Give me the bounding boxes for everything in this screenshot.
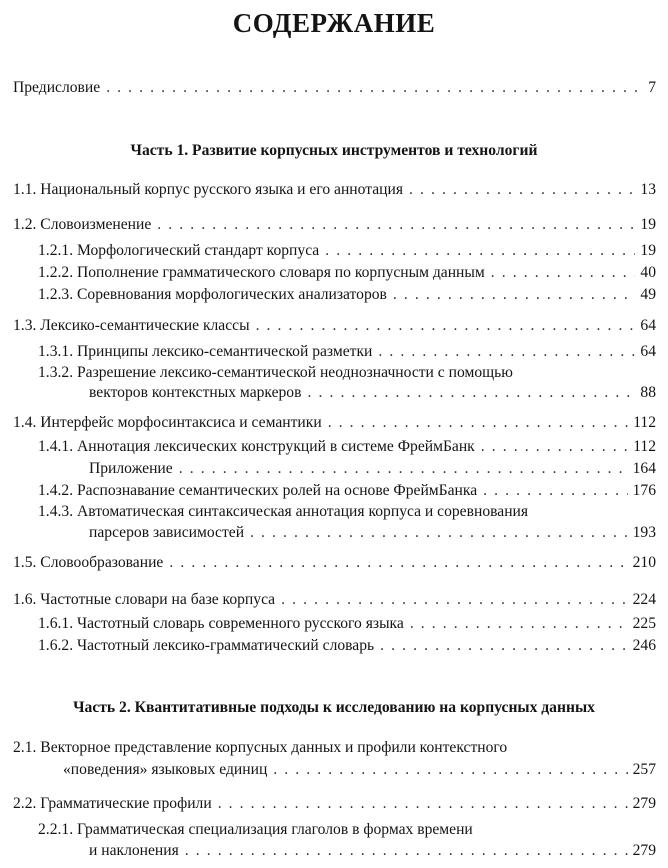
leader-dots: [328, 413, 629, 432]
toc-entry-1-3-2[interactable]: [89, 383, 656, 402]
toc-entry-label: «поведения» языковых единиц: [63, 761, 268, 778]
toc-page-number: 193: [632, 524, 656, 541]
toc-page-number: 112: [633, 438, 656, 455]
toc-page-number: 224: [632, 591, 656, 608]
toc-page-number: 64: [640, 343, 656, 360]
toc-entry-label: 1.2. Словоизменение: [13, 216, 152, 233]
leader-dots: [325, 241, 635, 260]
toc-entry-label: Приложение: [89, 460, 173, 477]
toc-page-number: 210: [632, 554, 656, 571]
toc-entry-1-4-3-line1[interactable]: 1.4.3. Автоматическая синтаксическая аннотация корпуса и соревнования: [38, 503, 529, 520]
toc-entry-label: 1.2.2. Пополнение грамматического словаря по корпусным данным: [38, 264, 485, 281]
toc-entry-1-1[interactable]: [13, 180, 656, 199]
toc-entry-1-6-1[interactable]: [38, 614, 656, 633]
toc-entry-label: Предисловие: [13, 79, 101, 96]
leader-dots: [380, 636, 627, 655]
toc-page-number: 225: [632, 615, 656, 632]
leader-dots: [481, 437, 628, 456]
leader-dots: [179, 459, 628, 478]
toc-entry-1-6[interactable]: [13, 590, 656, 609]
toc-page-number: 64: [640, 317, 656, 334]
toc-entry-2-1[interactable]: [63, 760, 656, 779]
toc-entry-appendix[interactable]: [89, 459, 656, 478]
toc-entry-2-2-1-line1[interactable]: 2.2.1. Грамматическая специализация глаголов в формах времени: [38, 821, 473, 838]
toc-page-number: 40: [640, 264, 656, 281]
toc-entry-1-2-1[interactable]: [38, 241, 656, 260]
toc-entry-label: парсеров зависимостей: [89, 524, 245, 541]
part-1-heading: Часть 1. Развитие корпусных инструментов и технологий: [130, 142, 538, 159]
toc-page-number: 279: [632, 842, 656, 859]
toc-page-number: 246: [632, 637, 656, 654]
toc-entry-1-3[interactable]: [13, 316, 656, 335]
toc-page-number: 49: [640, 286, 656, 303]
toc-page-number: 88: [640, 384, 656, 401]
toc-entry-label: 1.4.2. Распознавание семантических ролей на основе ФреймБанка: [38, 482, 478, 499]
toc-entry-label: 1.3.1. Принципы лексико-семантической разметки: [38, 343, 373, 360]
toc-entry-label: 1.3. Лексико-семантические классы: [13, 317, 250, 334]
toc-entry-label: и наклонения: [89, 842, 179, 859]
toc-entry-2-2[interactable]: [13, 794, 656, 813]
toc-entry-2-1-line1[interactable]: 2.1. Векторное представление корпусных данных и профили контекстного: [13, 739, 508, 756]
toc-entry-1-4-2[interactable]: [38, 481, 656, 500]
toc-entry-1-4-1[interactable]: [38, 437, 656, 456]
leader-dots: [256, 316, 636, 335]
toc-entry-1-2-3[interactable]: [38, 285, 656, 304]
toc-entry-label: 2.2. Грамматические профили: [13, 795, 212, 812]
toc-page-number: 13: [640, 181, 656, 198]
leader-dots: [218, 794, 628, 813]
toc-entry-1-3-2-line1[interactable]: 1.3.2. Разрешение лексико-семантической неоднозначности с помощью: [38, 364, 513, 381]
leader-dots: [307, 383, 635, 402]
toc-page-number: 112: [633, 414, 656, 431]
toc-page-number: 279: [632, 795, 656, 812]
toc-entry-1-2[interactable]: [13, 215, 656, 234]
toc-entry-label: 1.6.1. Частотный словарь современного русского языка: [38, 615, 404, 632]
toc-entry-label: 1.5. Словообразование: [13, 554, 164, 571]
toc-page-number: 164: [632, 460, 656, 477]
toc-entry-label: 1.4.1. Аннотация лексических конструкций в системе ФреймБанк: [38, 438, 475, 455]
toc-entry-preface[interactable]: [13, 78, 656, 97]
leader-dots: [281, 590, 628, 609]
toc-page-number: 7: [648, 79, 656, 96]
toc-entry-label: 1.6.2. Частотный лексико-грамматический словарь: [38, 637, 375, 654]
leader-dots: [410, 614, 628, 633]
leader-dots: [106, 78, 643, 97]
toc-page-number: 19: [640, 242, 656, 259]
toc-entry-1-2-2[interactable]: [38, 263, 656, 282]
leader-dots: [250, 523, 628, 542]
toc-entry-label: 1.2.3. Соревнования морфологических анализаторов: [38, 286, 387, 303]
toc-entry-label: 1.4. Интерфейс морфосинтаксиса и семантики: [13, 414, 322, 431]
leader-dots: [409, 180, 635, 199]
toc-entry-1-4[interactable]: [13, 413, 656, 432]
toc-page-number: 19: [640, 216, 656, 233]
leader-dots: [273, 760, 627, 779]
toc-page-number: 176: [632, 482, 656, 499]
part-2-heading: Часть 2. Квантитативные подходы к исследованию на корпусных данных: [73, 699, 595, 716]
toc-entry-1-4-3[interactable]: [89, 523, 656, 542]
toc-entry-label: 1.6. Частотные словари на базе корпуса: [13, 591, 276, 608]
leader-dots: [393, 285, 635, 304]
leader-dots: [169, 553, 627, 572]
leader-dots: [157, 215, 635, 234]
page-title: СОДЕРЖАНИЕ: [232, 8, 436, 38]
toc-entry-1-5[interactable]: [13, 553, 656, 572]
toc-page-number: 257: [632, 761, 656, 778]
leader-dots: [483, 481, 627, 500]
toc-entry-label: 1.1. Национальный корпус русского языка и его аннотация: [13, 181, 404, 198]
toc-entry-1-3-1[interactable]: [38, 342, 656, 361]
toc-entry-1-6-2[interactable]: [38, 636, 656, 655]
toc-entry-label: 1.2.1. Морфологический стандарт корпуса: [38, 242, 320, 259]
toc-entry-label: векторов контекстных маркеров: [89, 384, 302, 401]
leader-dots: [491, 263, 636, 282]
toc-entry-2-2-1[interactable]: [89, 841, 656, 860]
leader-dots: [185, 841, 628, 860]
leader-dots: [378, 342, 635, 361]
